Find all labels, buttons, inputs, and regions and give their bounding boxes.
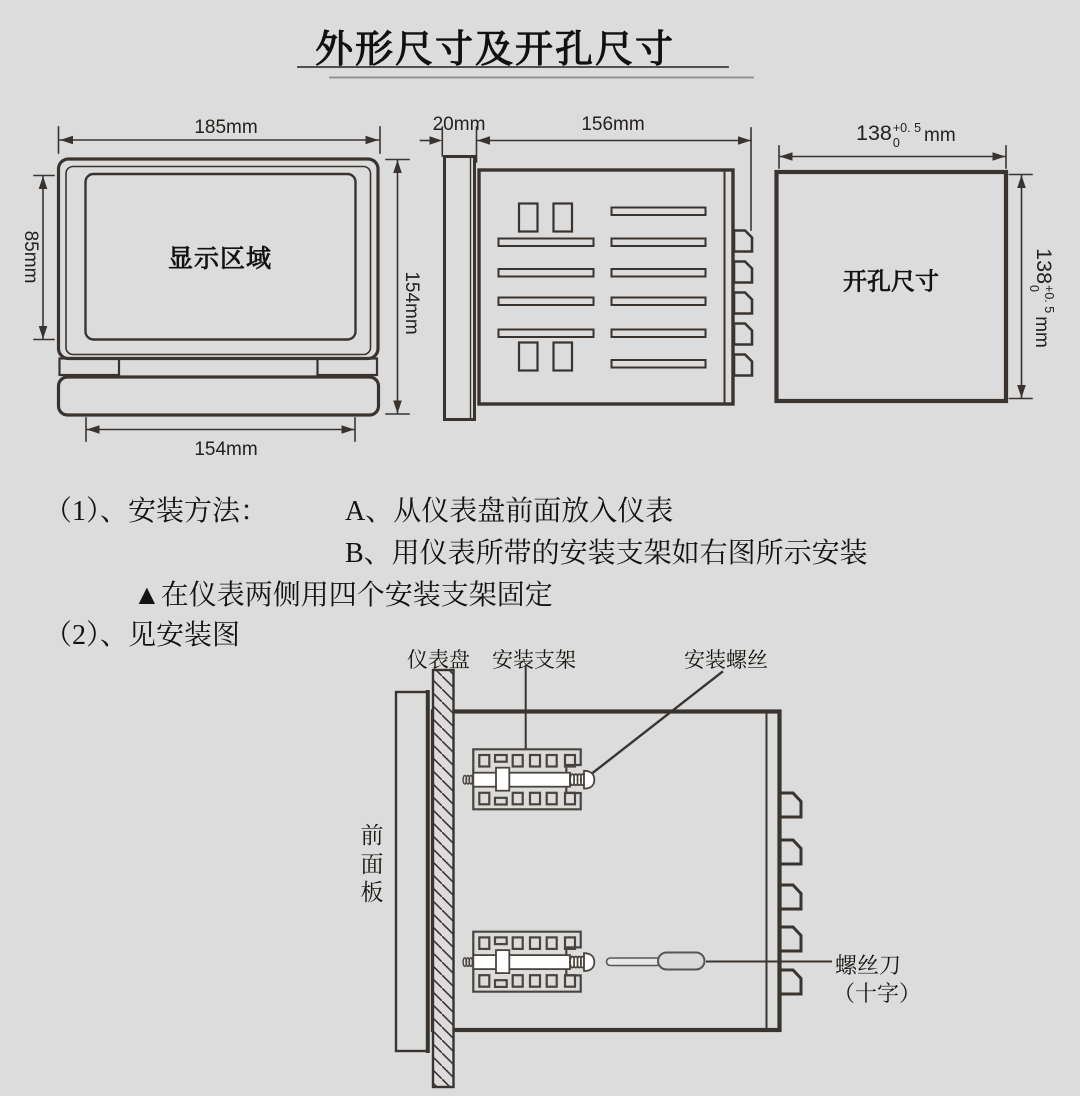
tolerance-stack: +0. 5 0 bbox=[892, 121, 922, 150]
dim-unit: mm bbox=[1031, 316, 1052, 348]
instruction-item1: （1）、安装方法： bbox=[44, 496, 269, 527]
dim-label-85mm: 85mm bbox=[20, 230, 41, 284]
display-area-label: 显示区域 bbox=[167, 246, 273, 273]
instruction-note: ▲在仪表两侧用四个安装支架固定 bbox=[133, 580, 553, 611]
mounting-bracket-top bbox=[463, 749, 594, 809]
front-view-drawing bbox=[34, 127, 409, 441]
dim-label-20mm: 20mm bbox=[432, 114, 486, 135]
screwdriver-handle bbox=[658, 953, 705, 970]
mounting-bracket-bottom bbox=[463, 932, 594, 992]
screw-leader-line bbox=[590, 672, 722, 775]
cutout-area-label: 开孔尺寸 bbox=[843, 269, 939, 296]
dim-label-138-top bbox=[856, 123, 956, 149]
instruction-step-b: B、用仪表所带的安装支架如右图所示安装 bbox=[345, 538, 868, 569]
dim-value: 138 bbox=[1032, 248, 1056, 285]
dim-label-185mm: 185mm bbox=[194, 117, 258, 138]
panel-label: 仪表盘 bbox=[407, 648, 470, 672]
dim-label-154mm-right: 154mm bbox=[401, 271, 422, 335]
front-panel-label: 前面板 bbox=[360, 823, 384, 905]
screwdriver-shaft bbox=[607, 958, 662, 966]
screwdriver-type-label: （十字） bbox=[833, 981, 922, 1006]
instruction-step-a: A、从仪表盘前面放入仪表 bbox=[345, 496, 674, 527]
front-panel-rect bbox=[396, 692, 428, 1051]
dim-label-154mm-bottom: 154mm bbox=[194, 439, 258, 460]
screwdriver-label: 螺丝刀 bbox=[835, 953, 902, 978]
screw-label: 安装螺丝 bbox=[684, 648, 768, 672]
dim-label-138-right bbox=[1028, 248, 1054, 348]
page-title: 外形尺寸及开孔尺寸 bbox=[314, 29, 676, 71]
tolerance-stack: +0. 5 0 bbox=[1027, 285, 1056, 314]
dim-value: 138 bbox=[856, 121, 892, 145]
side-view-drawing bbox=[421, 127, 753, 420]
bracket-label: 安装支架 bbox=[492, 648, 576, 672]
dim-unit: mm bbox=[924, 125, 956, 146]
instruction-item2: （2）、见安装图 bbox=[44, 620, 241, 651]
dim-label-156mm: 156mm bbox=[581, 114, 645, 135]
install-diagram-drawing bbox=[396, 666, 831, 1087]
